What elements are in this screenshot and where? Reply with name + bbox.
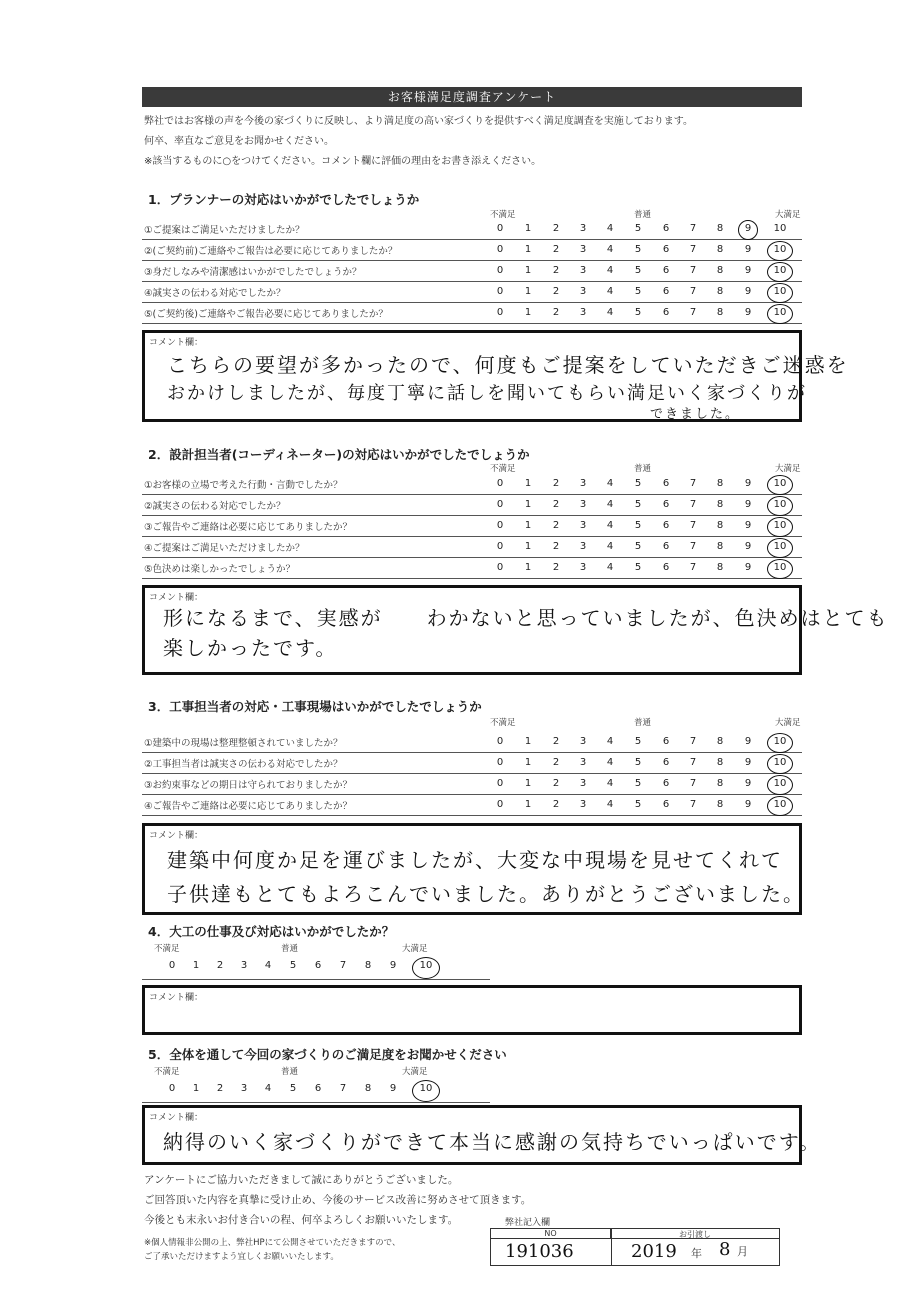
- rating-option-4[interactable]: 4: [606, 478, 614, 489]
- rating-option-3[interactable]: 3: [579, 499, 587, 510]
- rating-option-4[interactable]: 4: [264, 1083, 272, 1094]
- scale-mid-label: 普通: [281, 944, 299, 954]
- scale-low-label: 不満足: [490, 464, 516, 474]
- rating-option-10[interactable]: 10: [773, 223, 787, 234]
- selected-rating-circle: [767, 775, 793, 795]
- scale-mid-label: 普通: [634, 718, 652, 728]
- rating-option-10[interactable]: 10: [773, 265, 787, 276]
- rating-option-5[interactable]: 5: [289, 960, 297, 971]
- rating-option-2[interactable]: 2: [552, 778, 560, 789]
- scale-high-label: 大満足: [775, 718, 801, 728]
- section-4-title: 4．大工の仕事及び対応はいかがでしたか？: [148, 924, 395, 939]
- rating-option-4[interactable]: 4: [606, 757, 614, 768]
- question-row: [142, 558, 802, 579]
- section-3-comment-line-1: 建築中何度か足を運びましたが、大変な中現場を見せてくれて: [167, 848, 783, 872]
- question-label: ⑤(ご契約後)ご連絡やご報告必要に応じてありましたか？: [144, 309, 388, 320]
- rating-option-10[interactable]: 10: [419, 1083, 433, 1094]
- rating-option-4[interactable]: 4: [606, 736, 614, 747]
- section-1-title: 1．プランナーの対応はいかがでしたでしょうか: [148, 192, 420, 207]
- rating-option-4[interactable]: 4: [606, 520, 614, 531]
- rating-option-10[interactable]: 10: [773, 757, 787, 768]
- rating-option-2[interactable]: 2: [216, 1083, 224, 1094]
- rating-option-7[interactable]: 7: [689, 286, 697, 297]
- office-use-label: 弊社記入欄: [505, 1218, 551, 1228]
- intro-line-2: 何卒、率直なご意見をお聞かせください。: [144, 136, 334, 147]
- rating-option-7[interactable]: 7: [689, 478, 697, 489]
- rating-option-2[interactable]: 2: [552, 307, 560, 318]
- rating-option-2[interactable]: 2: [552, 499, 560, 510]
- rating-option-3[interactable]: 3: [579, 736, 587, 747]
- rating-option-2[interactable]: 2: [552, 223, 560, 234]
- rating-option-8[interactable]: 8: [716, 520, 724, 531]
- rating-option-3[interactable]: 3: [579, 286, 587, 297]
- scale-underline: [142, 1102, 490, 1103]
- rating-option-6[interactable]: 6: [662, 286, 670, 297]
- question-label: ①ご提案はご満足いただけましたか？: [144, 225, 305, 236]
- rating-option-2[interactable]: 2: [552, 799, 560, 810]
- comment-label: コメント欄：: [149, 1113, 204, 1123]
- rating-option-7[interactable]: 7: [689, 265, 697, 276]
- year-unit: 年: [691, 1247, 702, 1260]
- rating-option-8[interactable]: 8: [716, 499, 724, 510]
- rating-option-6[interactable]: 6: [662, 562, 670, 573]
- question-row: [142, 474, 802, 495]
- note-line-2: ご了承いただけますよう宜しくお願いいたします。: [144, 1252, 339, 1262]
- rating-option-7[interactable]: 7: [689, 778, 697, 789]
- handover-header: お引渡し: [611, 1229, 779, 1239]
- question-row: [142, 795, 802, 816]
- rating-option-5[interactable]: 5: [634, 541, 642, 552]
- rating-option-6[interactable]: 6: [662, 307, 670, 318]
- rating-option-8[interactable]: 8: [716, 223, 724, 234]
- rating-option-10[interactable]: 10: [419, 960, 433, 971]
- rating-option-7[interactable]: 7: [689, 562, 697, 573]
- scale-mid-label: 普通: [634, 464, 652, 474]
- rating-option-0[interactable]: 0: [496, 286, 504, 297]
- selected-rating-circle: [767, 241, 793, 261]
- question-label: ②誠実さの伝わる対応でしたか？: [144, 501, 286, 512]
- rating-option-9[interactable]: 9: [744, 478, 752, 489]
- rating-option-1[interactable]: 1: [524, 541, 532, 552]
- section-1-comment-line-1: こちらの要望が多かったので、何度もご提案をしていただきご迷惑を: [167, 353, 849, 377]
- rating-option-0[interactable]: 0: [496, 307, 504, 318]
- rating-option-10[interactable]: 10: [773, 541, 787, 552]
- rating-option-2[interactable]: 2: [552, 562, 560, 573]
- selected-rating-circle: [412, 957, 440, 979]
- rating-option-4[interactable]: 4: [606, 799, 614, 810]
- rating-option-9[interactable]: 9: [744, 286, 752, 297]
- rating-option-3[interactable]: 3: [579, 778, 587, 789]
- rating-option-8[interactable]: 8: [716, 562, 724, 573]
- rating-option-6[interactable]: 6: [314, 1083, 322, 1094]
- intro-line-3: ※該当するものに○をつけてください。コメント欄に評価の理由をお書き添えください。: [144, 156, 542, 167]
- question-row: [142, 537, 802, 558]
- rating-option-2[interactable]: 2: [216, 960, 224, 971]
- rating-option-10[interactable]: 10: [773, 778, 787, 789]
- rating-option-2[interactable]: 2: [552, 244, 560, 255]
- scale-high-label: 大満足: [402, 944, 428, 954]
- rating-option-9[interactable]: 9: [744, 541, 752, 552]
- rating-option-8[interactable]: 8: [716, 286, 724, 297]
- rating-option-6[interactable]: 6: [662, 736, 670, 747]
- question-label: ②工事担当者は誠実さの伝わる対応でしたか？: [144, 759, 343, 770]
- rating-option-3[interactable]: 3: [579, 478, 587, 489]
- rating-option-5[interactable]: 5: [634, 736, 642, 747]
- rating-option-5[interactable]: 5: [634, 307, 642, 318]
- rating-option-1[interactable]: 1: [524, 223, 532, 234]
- rating-option-8[interactable]: 8: [716, 799, 724, 810]
- rating-option-3[interactable]: 3: [579, 520, 587, 531]
- selected-rating-circle: [767, 517, 793, 537]
- rating-option-10[interactable]: 10: [773, 244, 787, 255]
- selected-rating-circle: [767, 475, 793, 495]
- rating-option-3[interactable]: 3: [579, 307, 587, 318]
- rating-option-8[interactable]: 8: [716, 478, 724, 489]
- rating-option-7[interactable]: 7: [689, 799, 697, 810]
- rating-option-9[interactable]: 9: [744, 265, 752, 276]
- rating-option-1[interactable]: 1: [192, 1083, 200, 1094]
- comment-label: コメント欄：: [149, 593, 204, 603]
- question-row: [142, 303, 802, 324]
- rating-option-0[interactable]: 0: [496, 736, 504, 747]
- rating-option-8[interactable]: 8: [716, 778, 724, 789]
- scale-low-label: 不満足: [490, 210, 516, 220]
- rating-option-9[interactable]: 9: [744, 499, 752, 510]
- rating-option-0[interactable]: 0: [496, 499, 504, 510]
- question-row: [142, 282, 802, 303]
- rating-option-9[interactable]: 9: [389, 960, 397, 971]
- rating-option-2[interactable]: 2: [552, 736, 560, 747]
- rating-option-9[interactable]: 9: [744, 520, 752, 531]
- rating-option-5[interactable]: 5: [634, 562, 642, 573]
- question-label: ④ご提案はご満足いただけましたか？: [144, 543, 305, 554]
- question-label: ③お約束事などの期日は守られておりましたか？: [144, 780, 353, 791]
- rating-option-7[interactable]: 7: [689, 223, 697, 234]
- section-2-title: 2．設計担当者(コーディネーター)の対応はいかがでしたでしょうか: [148, 447, 530, 462]
- rating-option-9[interactable]: 9: [744, 307, 752, 318]
- scale-high-label: 大満足: [402, 1067, 428, 1077]
- closing-line-2: ご回答頂いた内容を真摯に受け止め、今後のサービス改善に努めさせて頂きます。: [144, 1194, 532, 1206]
- no-value: 191036: [505, 1241, 574, 1262]
- rating-option-4[interactable]: 4: [606, 286, 614, 297]
- rating-option-9[interactable]: 9: [389, 1083, 397, 1094]
- rating-option-9[interactable]: 9: [744, 757, 752, 768]
- rating-option-6[interactable]: 6: [662, 223, 670, 234]
- rating-option-9[interactable]: 9: [744, 778, 752, 789]
- rating-option-0[interactable]: 0: [496, 478, 504, 489]
- rating-option-3[interactable]: 3: [240, 960, 248, 971]
- rating-option-5[interactable]: 5: [634, 265, 642, 276]
- selected-rating-circle: [767, 754, 793, 774]
- rating-option-10[interactable]: 10: [773, 562, 787, 573]
- question-row: [142, 516, 802, 537]
- rating-option-5[interactable]: 5: [289, 1083, 297, 1094]
- rating-option-1[interactable]: 1: [524, 757, 532, 768]
- selected-rating-circle: [412, 1080, 440, 1102]
- scale-underline: [142, 979, 490, 980]
- question-label: ③ご報告やご連絡は必要に応じてありましたか？: [144, 522, 353, 533]
- rating-option-1[interactable]: 1: [524, 799, 532, 810]
- scale-mid-label: 普通: [634, 210, 652, 220]
- rating-option-7[interactable]: 7: [689, 541, 697, 552]
- rating-option-1[interactable]: 1: [524, 562, 532, 573]
- rating-option-2[interactable]: 2: [552, 520, 560, 531]
- selected-rating-circle: [767, 733, 793, 753]
- question-label: ④ご報告やご連絡は必要に応じてありましたか？: [144, 801, 353, 812]
- no-header: NO: [491, 1229, 611, 1239]
- rating-option-5[interactable]: 5: [634, 244, 642, 255]
- rating-option-3[interactable]: 3: [240, 1083, 248, 1094]
- rating-option-10[interactable]: 10: [773, 520, 787, 531]
- rating-option-0[interactable]: 0: [496, 541, 504, 552]
- rating-option-0[interactable]: 0: [496, 562, 504, 573]
- question-row: [142, 732, 802, 753]
- rating-option-1[interactable]: 1: [524, 478, 532, 489]
- closing-line-3: 今後とも末永いお付き合いの程、何卒よろしくお願いいたします。: [144, 1214, 459, 1226]
- section-2-comment-line-1: 形になるまで、実感が わかないと思っていましたが、色決めはとても: [163, 606, 889, 630]
- rating-option-0[interactable]: 0: [168, 960, 176, 971]
- section-3-comment-line-2: 子供達もとてもよろこんでいました。ありがとうございました。: [167, 882, 805, 906]
- month-value: 8: [719, 1239, 731, 1260]
- scale-low-label: 不満足: [154, 944, 180, 954]
- section-5-comment-line-1: 納得のいく家づくりができて本当に感謝の気持ちでいっぱいです。: [163, 1130, 822, 1154]
- rating-option-4[interactable]: 4: [606, 541, 614, 552]
- rating-option-0[interactable]: 0: [496, 799, 504, 810]
- section-1-comment-line-2: おかけしましたが、毎度丁寧に話しを聞いてもらい満足いく家づくりが: [167, 383, 807, 404]
- rating-option-1[interactable]: 1: [524, 244, 532, 255]
- rating-option-8[interactable]: 8: [716, 265, 724, 276]
- rating-option-5[interactable]: 5: [634, 223, 642, 234]
- rating-option-6[interactable]: 6: [662, 757, 670, 768]
- rating-option-8[interactable]: 8: [716, 244, 724, 255]
- comment-label: コメント欄：: [149, 993, 204, 1003]
- scale-high-label: 大満足: [775, 464, 801, 474]
- note-line-1: ※個人情報非公開の上、弊社HPにて公開させていただきますので、: [144, 1238, 401, 1248]
- rating-option-5[interactable]: 5: [634, 520, 642, 531]
- rating-option-4[interactable]: 4: [606, 244, 614, 255]
- rating-option-1[interactable]: 1: [524, 286, 532, 297]
- selected-rating-circle: [738, 220, 758, 240]
- selected-rating-circle: [767, 796, 793, 816]
- rating-option-0[interactable]: 0: [496, 265, 504, 276]
- section-1-comment-line-3: できました。: [650, 407, 741, 422]
- rating-option-2[interactable]: 2: [552, 265, 560, 276]
- rating-option-4[interactable]: 4: [264, 960, 272, 971]
- question-row: [142, 753, 802, 774]
- rating-option-9[interactable]: 9: [744, 736, 752, 747]
- question-label: ③身だしなみや清潔感はいかがでしたでしょうか？: [144, 267, 362, 278]
- question-label: ①お客様の立場で考えた行動・言動でしたか？: [144, 480, 343, 491]
- section-4-comment-box: [142, 985, 802, 1035]
- rating-option-10[interactable]: 10: [773, 499, 787, 510]
- scale-mid-label: 普通: [281, 1067, 299, 1077]
- rating-option-0[interactable]: 0: [496, 223, 504, 234]
- rating-option-5[interactable]: 5: [634, 757, 642, 768]
- rating-option-4[interactable]: 4: [606, 778, 614, 789]
- rating-option-2[interactable]: 2: [552, 541, 560, 552]
- rating-option-8[interactable]: 8: [716, 541, 724, 552]
- selected-rating-circle: [767, 496, 793, 516]
- rating-option-2[interactable]: 2: [552, 478, 560, 489]
- rating-option-0[interactable]: 0: [496, 778, 504, 789]
- rating-option-10[interactable]: 10: [773, 736, 787, 747]
- rating-option-3[interactable]: 3: [579, 223, 587, 234]
- rating-option-9[interactable]: 9: [744, 562, 752, 573]
- section-2-comment-box: [142, 585, 889, 675]
- section-2-comment-line-2: 楽しかったです。: [163, 636, 338, 660]
- rating-option-7[interactable]: 7: [689, 244, 697, 255]
- rating-option-8[interactable]: 8: [364, 1083, 372, 1094]
- rating-option-0[interactable]: 0: [496, 757, 504, 768]
- rating-option-3[interactable]: 3: [579, 541, 587, 552]
- survey-title: お客様満足度調査アンケート: [142, 87, 802, 107]
- scale-high-label: 大満足: [775, 210, 801, 220]
- rating-option-4[interactable]: 4: [606, 265, 614, 276]
- rating-option-0[interactable]: 0: [496, 244, 504, 255]
- rating-option-5[interactable]: 5: [634, 778, 642, 789]
- rating-option-6[interactable]: 6: [662, 778, 670, 789]
- question-label: ①建築中の現場は整理整頓されていましたか？: [144, 738, 343, 749]
- rating-option-10[interactable]: 10: [773, 478, 787, 489]
- rating-option-8[interactable]: 8: [364, 960, 372, 971]
- rating-option-10[interactable]: 10: [773, 307, 787, 318]
- rating-option-5[interactable]: 5: [634, 499, 642, 510]
- rating-option-7[interactable]: 7: [689, 736, 697, 747]
- rating-option-1[interactable]: 1: [524, 520, 532, 531]
- rating-option-3[interactable]: 3: [579, 757, 587, 768]
- rating-option-10[interactable]: 10: [773, 286, 787, 297]
- rating-option-7[interactable]: 7: [339, 1083, 347, 1094]
- rating-option-5[interactable]: 5: [634, 478, 642, 489]
- question-row: [142, 219, 802, 240]
- rating-option-1[interactable]: 1: [524, 265, 532, 276]
- rating-option-3[interactable]: 3: [579, 562, 587, 573]
- rating-option-6[interactable]: 6: [662, 478, 670, 489]
- rating-option-8[interactable]: 8: [716, 757, 724, 768]
- rating-option-9[interactable]: 9: [744, 223, 752, 234]
- question-label: ②(ご契約前)ご連絡やご報告は必要に応じてありましたか？: [144, 246, 398, 257]
- rating-option-3[interactable]: 3: [579, 799, 587, 810]
- comment-label: コメント欄：: [149, 338, 204, 348]
- rating-option-2[interactable]: 2: [552, 757, 560, 768]
- rating-option-5[interactable]: 5: [634, 286, 642, 297]
- rating-option-6[interactable]: 6: [662, 541, 670, 552]
- rating-option-2[interactable]: 2: [552, 286, 560, 297]
- selected-rating-circle: [767, 283, 793, 303]
- rating-option-1[interactable]: 1: [524, 307, 532, 318]
- rating-option-1[interactable]: 1: [524, 778, 532, 789]
- selected-rating-circle: [767, 304, 793, 324]
- rating-option-6[interactable]: 6: [314, 960, 322, 971]
- selected-rating-circle: [767, 538, 793, 558]
- rating-option-1[interactable]: 1: [524, 499, 532, 510]
- rating-option-6[interactable]: 6: [662, 520, 670, 531]
- year-value: 2019: [631, 1241, 677, 1262]
- office-use-table: [490, 1228, 780, 1266]
- rating-option-6[interactable]: 6: [662, 799, 670, 810]
- intro-line-1: 弊社ではお客様の声を今後の家づくりに反映し、より満足度の高い家づくりを提供すべく満足度調査を実施しております。: [144, 116, 693, 127]
- question-label: ④誠実さの伝わる対応でしたか？: [144, 288, 286, 299]
- rating-option-3[interactable]: 3: [579, 244, 587, 255]
- rating-option-6[interactable]: 6: [662, 499, 670, 510]
- rating-option-10[interactable]: 10: [773, 799, 787, 810]
- comment-label: コメント欄：: [149, 831, 204, 841]
- rating-option-8[interactable]: 8: [716, 307, 724, 318]
- question-row: [142, 240, 802, 261]
- rating-option-6[interactable]: 6: [662, 244, 670, 255]
- rating-option-4[interactable]: 4: [606, 223, 614, 234]
- closing-line-1: アンケートにご協力いただきまして誠にありがとうございました。: [144, 1174, 459, 1186]
- question-label: ⑤色決めは楽しかったでしょうか？: [144, 564, 296, 575]
- selected-rating-circle: [767, 262, 793, 282]
- rating-option-0[interactable]: 0: [168, 1083, 176, 1094]
- rating-option-1[interactable]: 1: [192, 960, 200, 971]
- rating-option-1[interactable]: 1: [524, 736, 532, 747]
- table-divider: [611, 1229, 612, 1265]
- scale-low-label: 不満足: [154, 1067, 180, 1077]
- rating-option-4[interactable]: 4: [606, 307, 614, 318]
- rating-option-7[interactable]: 7: [689, 757, 697, 768]
- section-5-comment-box: [142, 1105, 822, 1165]
- rating-option-4[interactable]: 4: [606, 562, 614, 573]
- month-unit: 月: [737, 1245, 748, 1258]
- rating-option-7[interactable]: 7: [689, 520, 697, 531]
- question-row: [142, 495, 802, 516]
- section-5-title: 5．全体を通して今回の家づくりのご満足度をお聞かせください: [148, 1047, 507, 1062]
- section-3-title: 3．工事担当者の対応・工事現場はいかがでしたでしょうか: [148, 699, 482, 714]
- rating-option-0[interactable]: 0: [496, 520, 504, 531]
- rating-option-4[interactable]: 4: [606, 499, 614, 510]
- question-row: [142, 774, 802, 795]
- rating-option-9[interactable]: 9: [744, 799, 752, 810]
- rating-option-3[interactable]: 3: [579, 265, 587, 276]
- section-1-comment-box: [142, 330, 849, 422]
- rating-option-8[interactable]: 8: [716, 736, 724, 747]
- section-3-comment-box: [142, 823, 805, 915]
- rating-option-5[interactable]: 5: [634, 799, 642, 810]
- question-row: [142, 261, 802, 282]
- selected-rating-circle: [767, 559, 793, 579]
- rating-option-7[interactable]: 7: [689, 307, 697, 318]
- rating-option-7[interactable]: 7: [339, 960, 347, 971]
- rating-option-9[interactable]: 9: [744, 244, 752, 255]
- rating-option-7[interactable]: 7: [689, 499, 697, 510]
- rating-option-6[interactable]: 6: [662, 265, 670, 276]
- scale-low-label: 不満足: [490, 718, 516, 728]
